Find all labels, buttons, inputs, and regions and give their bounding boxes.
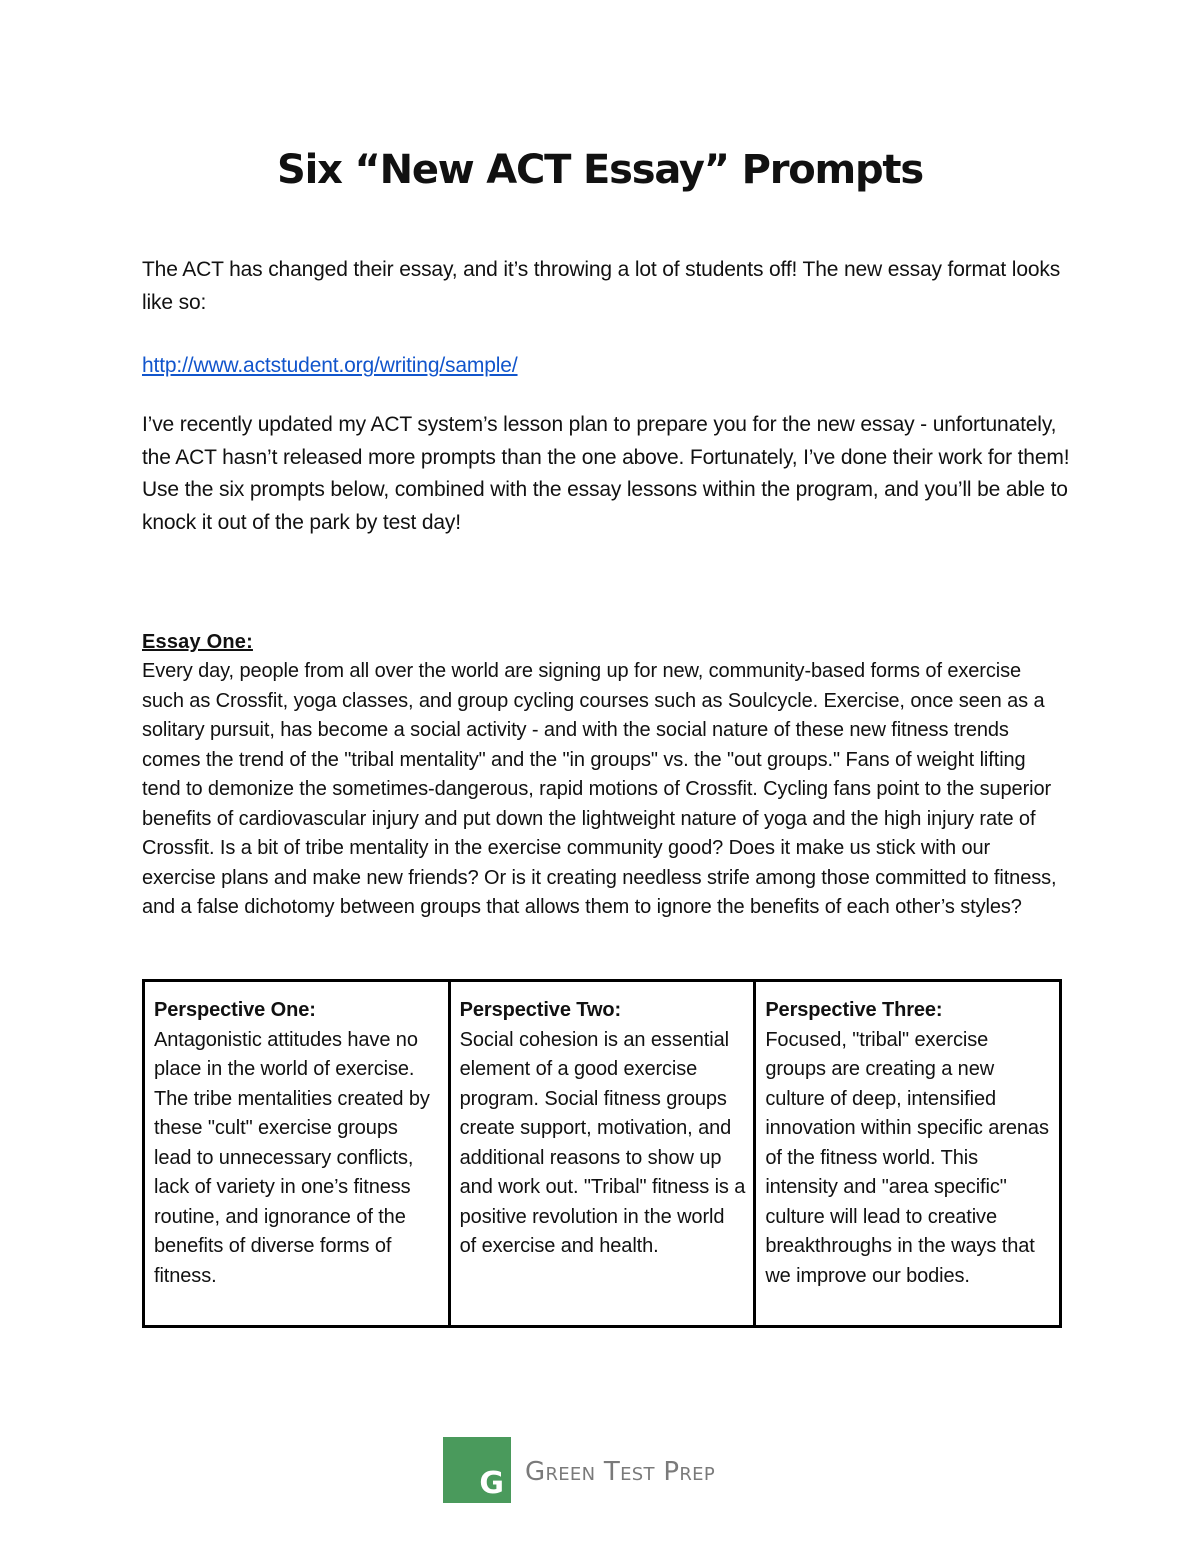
green-test-prep-logo-icon (443, 1437, 511, 1503)
perspective-one-text: Antagonistic attitudes have no place in the world of exercise. The tribe mentalities created by these "cult" exercise groups lead to unnecessary conflicts, lack of variety in one’s fitness routine, and ignorance of the benefits of diverse forms of fitness. (154, 1028, 430, 1287)
perspectives-table (142, 979, 1062, 1328)
sample-link[interactable]: http://www.actstudent.org/writing/sample/ (142, 354, 518, 377)
intro-paragraph: The ACT has changed their essay, and it’s throwing a lot of students off! The new essay format looks like so: (142, 258, 1061, 314)
perspective-two-text: Social cohesion is an essential element of a good exercise program. Social fitness groups create support, motivation, and additional reasons to show up and work out. "Tribal" fitness is a positive revolution in the world of exercise and health. (459, 1028, 746, 1257)
perspective-two-cell (449, 981, 755, 1327)
page-title: Six “New ACT Essay” Prompts (277, 147, 923, 193)
update-paragraph: I’ve recently updated my ACT system’s lesson plan to prepare you for the new essay - unfortunately, the ACT hasn’t released more prompts than the one above. Fortunately, I’ve done their work for them! Use the six prompts below, combined with the essay lessons within the program, and you’ll be able to knock it out of the park by test day! (142, 413, 1070, 534)
perspective-three-title: Perspective Three: (765, 999, 943, 1021)
sample-link-line (142, 350, 1072, 383)
logo-letter: G (479, 1466, 504, 1501)
perspectives-row (144, 981, 1061, 1327)
footer-brand-name: Green Test Prep (525, 1457, 715, 1487)
perspective-three-cell (755, 981, 1061, 1327)
essay-one-prompt: Every day, people from all over the world are signing up for new, community-based forms of exercise such as Crossfit, yoga classes, and group cycling courses such as Soulcycle. Exercise, once seen as a solitary pursuit, has become a social activity - and with the social nature of these new fitness trends comes the trend of the "tribal mentality" and the "in groups" vs. the "out groups." Fans of weight lifting tend to demonize the sometimes-dangerous, rapid motions of Crossfit. Cycling fans point to the superior benefits of cardiovascular injury and put down the lightweight nature of yoga and the high injury rate of Crossfit. Is a bit of tribe mentality in the exercise community good? Does it make us stick with our exercise plans and make new friends? Or is it creating needless strife among those committed to fitness, and a false dichotomy between groups that allows them to ignore the benefits of each other’s styles? (142, 660, 1057, 919)
essay-one-heading: Essay One: (142, 631, 253, 653)
perspective-two-title: Perspective Two: (459, 999, 622, 1021)
perspective-one-title: Perspective One: (154, 999, 316, 1021)
perspective-one-cell (144, 981, 450, 1327)
perspective-three-text: Focused, "tribal" exercise groups are creating a new culture of deep, intensified innovation within specific arenas of the fitness world. This intensity and "area specific" culture will lead to creative breakthroughs in the ways that we improve our bodies. (765, 1028, 1049, 1287)
